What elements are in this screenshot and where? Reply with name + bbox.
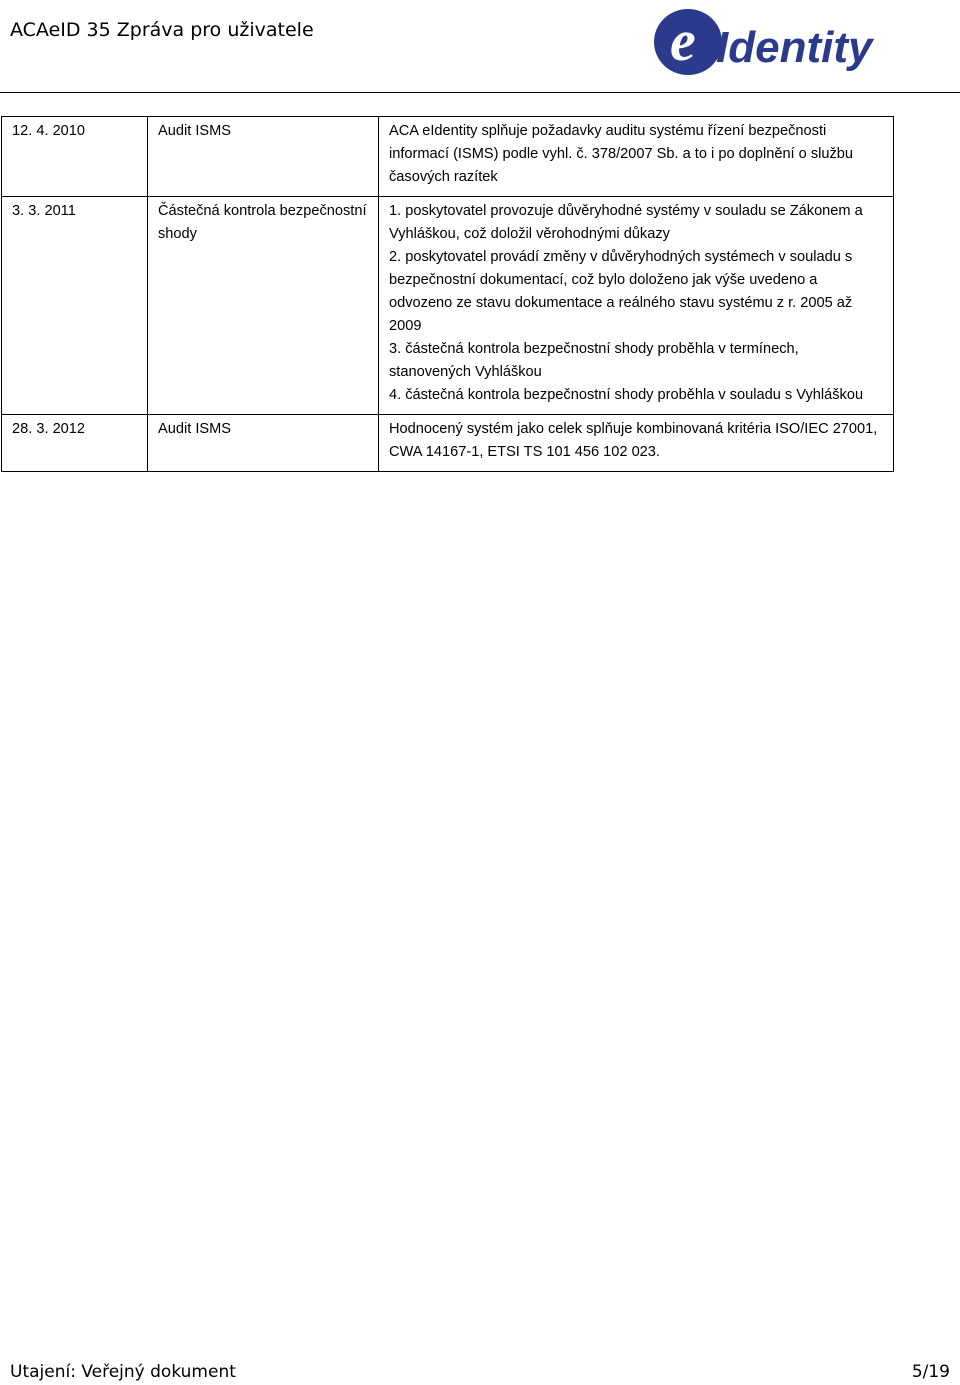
audit-description xyxy=(379,197,894,415)
audit-date: 12. 4. 2010 xyxy=(2,117,148,197)
logo-wordmark: Identity xyxy=(716,23,873,72)
table-row xyxy=(2,197,894,415)
eidentity-logo xyxy=(650,2,910,80)
description-line: 3. částečná kontrola bezpečnostní shody proběhla v termínech, stanovených Vyhláškou xyxy=(389,341,799,380)
audit-type: Audit ISMS xyxy=(148,117,379,197)
description-line: ACA eIdentity splňuje požadavky auditu systému řízení bezpečnosti informací (ISMS) podle vyhl. č. 378/2007 Sb. a to i po doplnění o službu časových razítek xyxy=(389,123,854,185)
description-line: 4. částečná kontrola bezpečnostní shody proběhla v souladu s Vyhláškou xyxy=(389,387,864,403)
page-number: 5/19 xyxy=(911,1362,950,1382)
audit-date: 3. 3. 2011 xyxy=(2,197,148,415)
audit-date: 28. 3. 2012 xyxy=(2,415,148,472)
table-row xyxy=(2,415,894,472)
audit-type: Audit ISMS xyxy=(148,415,379,472)
header-divider xyxy=(0,92,960,93)
audit-description xyxy=(379,117,894,197)
document-title: ACAeID 35 Zpráva pro uživatele xyxy=(10,19,314,41)
logo-e-letter: e xyxy=(670,8,696,73)
audit-description xyxy=(379,415,894,472)
description-line: 1. poskytovatel provozuje důvěryhodné systémy v souladu se Zákonem a Vyhláškou, což doložil věrohodnými důkazy xyxy=(389,203,863,242)
audit-history-table xyxy=(1,116,894,472)
description-line: Hodnocený systém jako celek splňuje kombinovaná kritéria ISO/IEC 27001, CWA 14167-1, ETSI TS 101 456 102 023. xyxy=(389,421,878,460)
classification-label: Utajení: Veřejný dokument xyxy=(10,1362,236,1382)
table-row xyxy=(2,117,894,197)
description-line: 2. poskytovatel provádí změny v důvěryhodných systémech v souladu s bezpečnostní dokumentací, což bylo doloženo jak výše uvedeno a odvozeno ze stavu dokumentace a reálného stavu systému z r. 2005 až 2009 xyxy=(389,249,853,334)
audit-type: Částečná kontrola bezpečnostní shody xyxy=(148,197,379,415)
